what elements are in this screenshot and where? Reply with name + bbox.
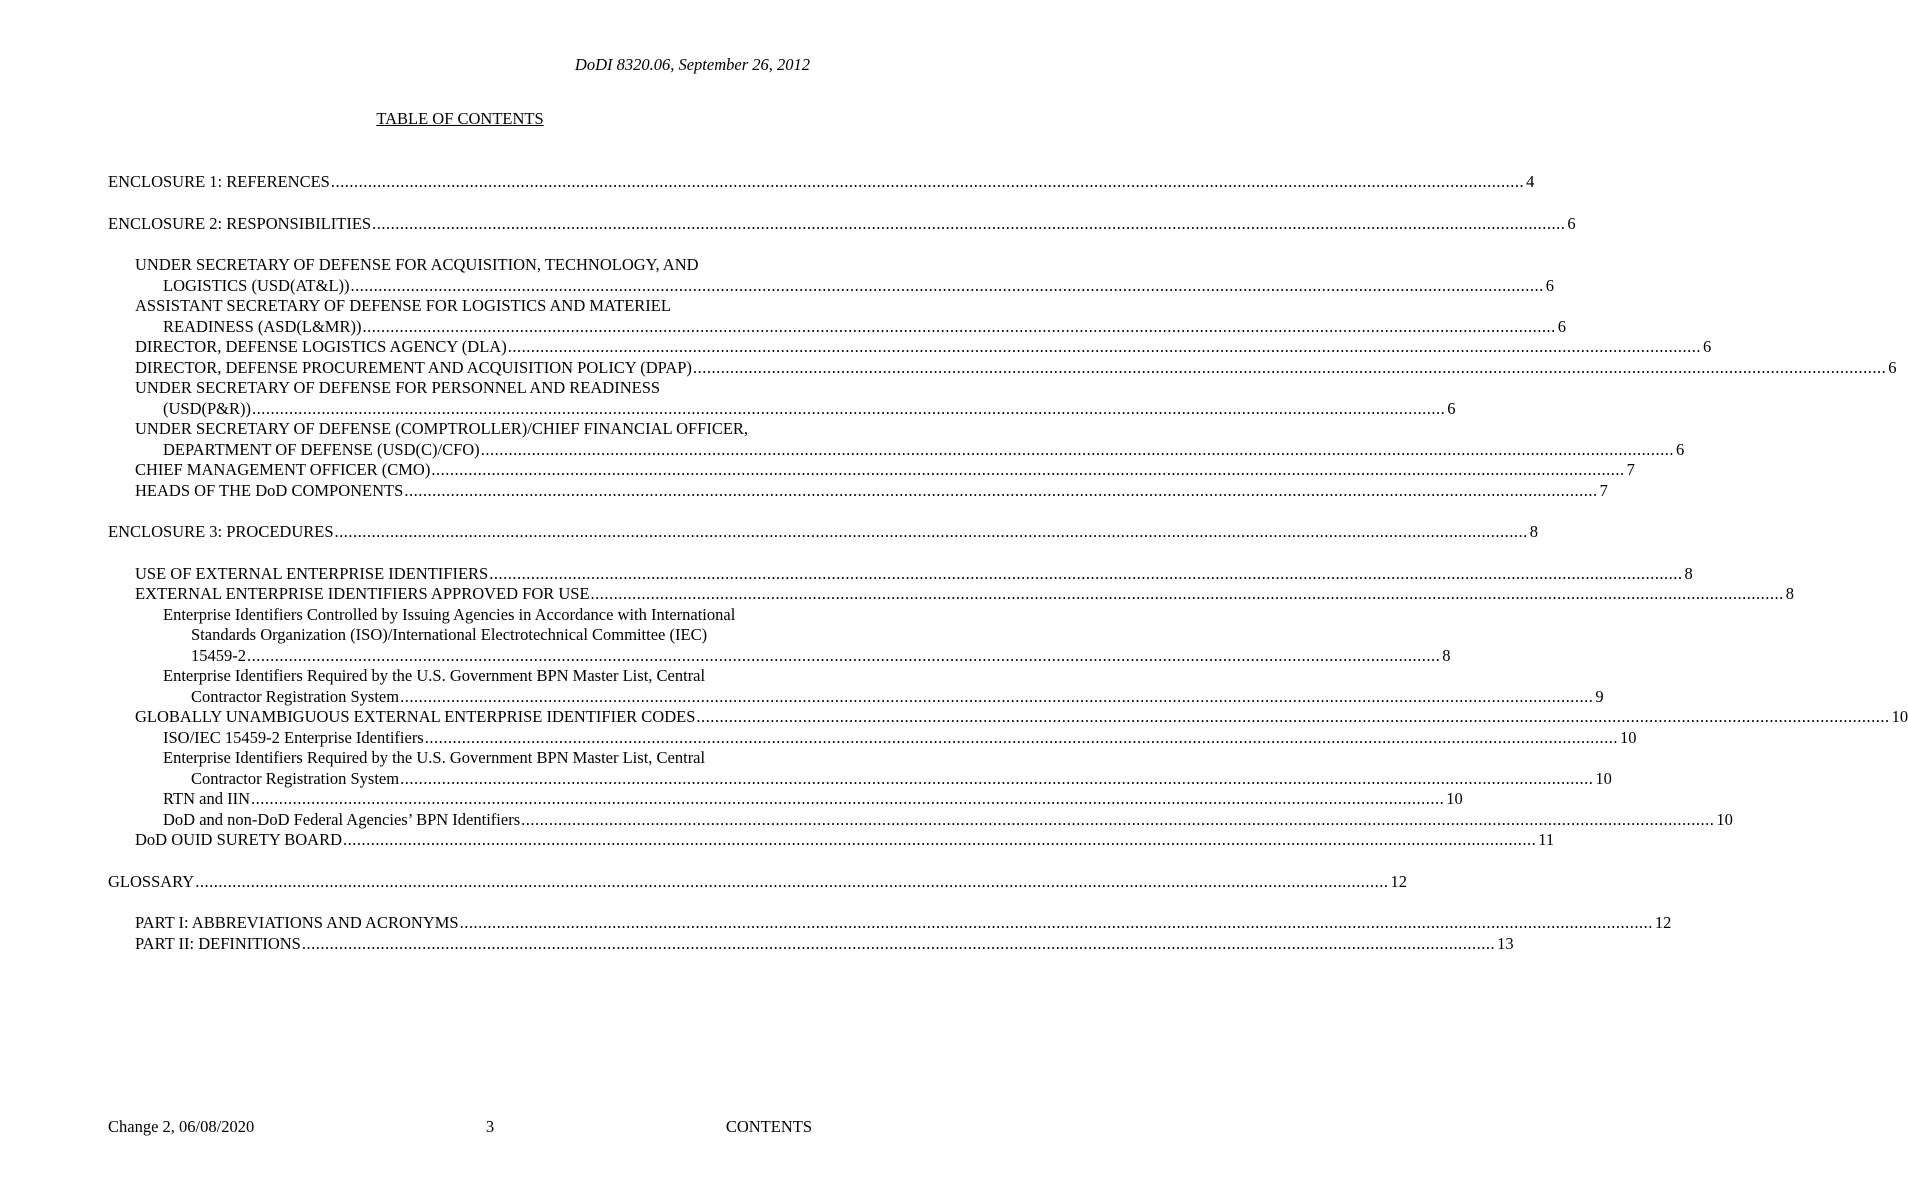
toc-label: DoD OUID SURETY BOARD: [135, 830, 343, 849]
toc-label-line: UNDER SECRETARY OF DEFENSE (COMPTROLLER)/CHIEF FINANCIAL OFFICER,: [135, 419, 749, 438]
toc-label-line: Standards Organization (ISO)/International Electrotechnical Committee (IEC): [191, 625, 708, 644]
toc-label-line: UNDER SECRETARY OF DEFENSE FOR ACQUISITION, TECHNOLOGY, AND: [135, 255, 699, 274]
toc-entry-enclosure-2[interactable]: [108, 213, 1576, 235]
toc-label: ISO/IEC 15459-2 Enterprise Identifiers: [163, 727, 424, 747]
toc-entry-asd-lmr[interactable]: [108, 296, 1566, 337]
toc-label: EXTERNAL ENTERPRISE IDENTIFIERS APPROVED FOR USE: [135, 584, 590, 603]
toc-entry-enclosure-1[interactable]: [108, 172, 1535, 193]
change-notice: Change 2, 06/08/2020: [108, 1117, 255, 1136]
toc-entry-use-external[interactable]: [108, 563, 1693, 585]
toc-page-number: 6: [1675, 439, 1685, 459]
toc-label: DoD and non-DoD Federal Agencies’ BPN Identifiers: [163, 809, 521, 829]
toc-entry-iso-controlled[interactable]: [108, 604, 1451, 667]
leader-dots: [362, 317, 1555, 338]
toc-label: GLOBALLY UNAMBIGUOUS EXTERNAL ENTERPRISE IDENTIFIER CODES: [135, 707, 696, 726]
leader-dots: [372, 214, 1565, 235]
toc-entry-ouid-board[interactable]: [108, 830, 1555, 851]
leader-dots: [696, 707, 1889, 728]
toc-entry-dpap[interactable]: [108, 357, 1897, 379]
leader-dots: [431, 460, 1624, 481]
toc-label: ENCLOSURE 3: PROCEDURES: [108, 522, 334, 541]
page-number: 3: [485, 1117, 495, 1136]
toc-entry-part-1[interactable]: [108, 913, 1672, 934]
toc-entry-external-approved[interactable]: [108, 584, 1795, 605]
leader-dots: [252, 399, 1445, 420]
leader-dots: [400, 687, 1593, 708]
toc-entry-usd-atl[interactable]: [108, 255, 1555, 296]
toc-label-line: Contractor Registration System: [191, 686, 400, 706]
leader-dots: [331, 172, 1524, 193]
leader-dots: [335, 522, 1528, 543]
toc-page-number: 6: [1447, 398, 1456, 418]
toc-entry-usd-pr[interactable]: [108, 378, 1456, 419]
leader-dots: [302, 934, 1495, 955]
toc-label-line: Enterprise Identifiers Controlled by Issuing Agencies in Accordance with International: [163, 604, 736, 624]
leader-dots: [247, 646, 1440, 667]
leader-dots: [460, 913, 1653, 934]
toc-page-number: 11: [1538, 830, 1555, 849]
leader-dots: [693, 358, 1886, 379]
table-of-contents: [108, 172, 1908, 954]
toc-page-number: 10: [1446, 789, 1463, 808]
section-name: CONTENTS: [725, 1117, 812, 1136]
toc-page-number: 7: [1599, 480, 1608, 500]
toc-entry-dla[interactable]: [108, 337, 1712, 358]
toc-entry-rtn-iin[interactable]: [108, 789, 1463, 810]
leader-dots: [508, 337, 1701, 358]
toc-page-number: 9: [1595, 686, 1604, 706]
toc-label: PART I: ABBREVIATIONS AND ACRONYMS: [135, 913, 459, 932]
toc-label: USE OF EXTERNAL ENTERPRISE IDENTIFIERS: [135, 563, 489, 583]
toc-entry-globally-unambiguous[interactable]: [108, 707, 1908, 728]
leader-dots: [351, 276, 1544, 297]
toc-entry-enclosure-3[interactable]: [108, 522, 1539, 543]
toc-page-number: 10: [1595, 768, 1612, 788]
toc-label: PART II: DEFINITIONS: [135, 933, 301, 953]
leader-dots: [425, 728, 1618, 749]
toc-entry-part-2[interactable]: [108, 933, 1514, 955]
toc-page-number: 12: [1390, 871, 1407, 891]
leader-dots: [195, 872, 1388, 893]
toc-label-line: (USD(P&R)): [163, 398, 252, 418]
toc-page-number: 8: [1529, 522, 1539, 541]
leader-dots: [481, 440, 1674, 461]
toc-label: CHIEF MANAGEMENT OFFICER (CMO): [135, 460, 431, 479]
toc-label-line: LOGISTICS (USD(AT&L)): [163, 275, 350, 295]
toc-title: TABLE OF CONTENTS: [376, 109, 544, 128]
leader-dots: [343, 830, 1536, 851]
leader-dots: [591, 584, 1784, 605]
toc-entry-usd-c[interactable]: [108, 419, 1685, 460]
toc-entry-glossary[interactable]: [108, 871, 1407, 893]
toc-entry-iso-iec[interactable]: [108, 727, 1637, 749]
toc-page-number: 12: [1654, 913, 1672, 932]
toc-label-line: Enterprise Identifiers Required by the U.S. Government BPN Master List, Central: [163, 748, 706, 767]
toc-label-line: UNDER SECRETARY OF DEFENSE FOR PERSONNEL AND READINESS: [135, 378, 661, 397]
toc-label: DIRECTOR, DEFENSE LOGISTICS AGENCY (DLA): [135, 337, 507, 356]
leader-dots: [489, 564, 1682, 585]
toc-label-line: Contractor Registration System: [191, 768, 400, 788]
toc-page-number: 7: [1626, 460, 1635, 479]
page-footer: [108, 1117, 812, 1138]
toc-label: GLOSSARY: [108, 871, 195, 891]
toc-entry-heads[interactable]: [108, 480, 1608, 502]
toc-page-number: 4: [1526, 172, 1535, 191]
toc-page-number: 8: [1684, 563, 1693, 583]
toc-label: DIRECTOR, DEFENSE PROCUREMENT AND ACQUISITION POLICY (DPAP): [135, 357, 692, 377]
toc-entry-bpn-ccr-1[interactable]: [108, 666, 1604, 707]
toc-page-number: 6: [1888, 357, 1897, 377]
toc-page-number: 8: [1442, 645, 1451, 665]
toc-entry-bpn-ccr-2[interactable]: [108, 748, 1612, 789]
toc-label-line: Enterprise Identifiers Required by the U.S. Government BPN Master List, Central: [163, 666, 706, 685]
toc-page-number: 10: [1716, 809, 1733, 829]
toc-page-number: 10: [1619, 727, 1637, 747]
toc-page-number: 13: [1497, 933, 1514, 953]
toc-entry-dod-bpn[interactable]: [108, 809, 1733, 831]
toc-entry-cmo[interactable]: [108, 460, 1635, 481]
toc-label-line: READINESS (ASD(L&MR)): [163, 316, 362, 336]
leader-dots: [400, 769, 1593, 790]
toc-page-number: 6: [1702, 337, 1712, 356]
toc-label: RTN and IIN: [163, 789, 250, 808]
toc-page-number: 8: [1785, 584, 1795, 603]
leader-dots: [251, 789, 1444, 810]
toc-label: HEADS OF THE DoD COMPONENTS: [135, 480, 404, 500]
leader-dots: [521, 810, 1714, 831]
toc-label-line: 15459-2: [191, 645, 246, 665]
toc-page-number: 6: [1567, 213, 1576, 233]
toc-label-line: ASSISTANT SECRETARY OF DEFENSE FOR LOGISTICS AND MATERIEL: [135, 296, 671, 315]
toc-page-number: 6: [1545, 275, 1555, 295]
toc-page-number: 10: [1891, 707, 1908, 726]
toc-label-line: DEPARTMENT OF DEFENSE (USD(C)/CFO): [163, 439, 480, 459]
leader-dots: [404, 481, 1597, 502]
running-header: DoDI 8320.06, September 26, 2012: [574, 55, 810, 74]
toc-label: ENCLOSURE 1: REFERENCES: [108, 172, 330, 191]
toc-page-number: 6: [1557, 316, 1566, 336]
toc-label: ENCLOSURE 2: RESPONSIBILITIES: [108, 213, 372, 233]
